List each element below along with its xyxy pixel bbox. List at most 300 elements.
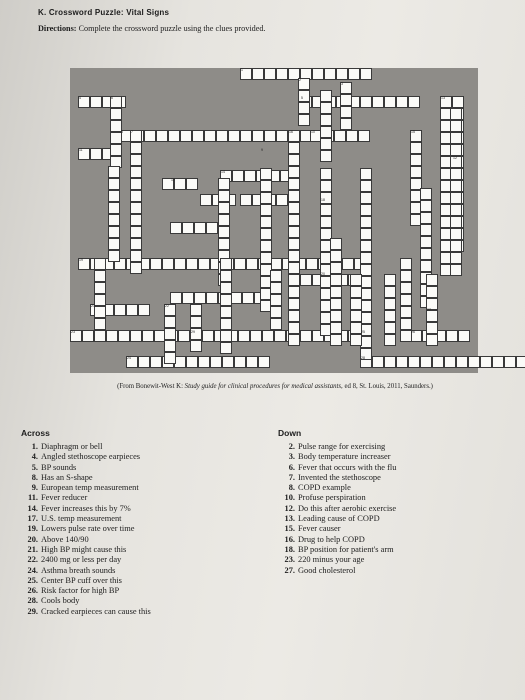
grid-cell[interactable] [234,258,246,270]
grid-cell[interactable] [320,216,332,228]
grid-cell[interactable] [340,106,352,118]
grid-cell[interactable] [162,258,174,270]
grid-cell[interactable] [320,90,332,102]
grid-cell[interactable] [360,192,372,204]
down-clue-list [278,442,498,576]
grid-cell[interactable] [384,286,396,298]
grid-cell[interactable] [108,178,120,190]
clue-text: Center BP cuff over this [41,575,122,585]
grid-cell[interactable] [384,310,396,322]
grid-cell[interactable] [450,132,462,144]
grid-cell[interactable] [348,68,360,80]
grid-cell[interactable] [260,240,272,252]
grid-cell[interactable] [270,282,282,294]
grid-cell[interactable] [288,190,300,202]
grid-cell[interactable] [270,270,282,282]
grid-clue-number: 20 [321,272,325,276]
grid-cell[interactable] [420,188,432,200]
grid-cell[interactable] [264,130,276,142]
grid-cell[interactable] [410,166,422,178]
grid-cell[interactable] [504,356,516,368]
across-clue [21,545,271,555]
clue-number: 22. [27,555,38,565]
grid-cell[interactable] [220,306,232,318]
grid-cell[interactable] [330,286,342,298]
grid-cell[interactable] [150,356,162,368]
grid-cell[interactable] [396,96,408,108]
grid-cell[interactable] [384,322,396,334]
clue-text: Angled stethoscope earpieces [41,452,141,462]
grid-cell[interactable] [130,250,142,262]
grid-cell[interactable] [420,248,432,260]
grid-cell[interactable] [396,356,408,368]
across-clue [21,524,271,534]
across-clue [21,586,271,596]
grid-cell[interactable] [276,68,288,80]
grid-cell[interactable] [138,304,150,316]
grid-cell[interactable] [420,260,432,272]
grid-cell[interactable] [206,222,218,234]
grid-clue-number: 22 [165,304,169,308]
grid-cell[interactable] [108,202,120,214]
across-clue-list [21,442,271,617]
grid-clue-number: 27 [427,308,431,312]
grid-cell[interactable] [400,270,412,282]
grid-cell[interactable] [108,190,120,202]
grid-cell[interactable] [94,258,106,270]
grid-cell[interactable] [420,236,432,248]
grid-cell[interactable] [260,180,272,192]
clue-number: 18. [284,544,295,554]
clue-number: 10. [284,493,295,503]
grid-cell[interactable] [288,286,300,298]
grid-cell[interactable] [190,340,202,352]
grid-clue-number: 18 [321,198,325,202]
clue-number: 13. [284,514,295,524]
grid-cell[interactable] [408,96,420,108]
grid-cell[interactable] [110,108,122,120]
grid-cell[interactable] [298,102,310,114]
grid-cell[interactable] [384,298,396,310]
grid-cell[interactable] [130,166,142,178]
grid-cell[interactable] [288,334,300,346]
clue-number: 16. [284,534,295,544]
grid-cell[interactable] [90,96,102,108]
grid-cell[interactable] [118,330,130,342]
grid-cell[interactable] [106,330,118,342]
grid-cell[interactable] [450,252,462,264]
grid-cell[interactable] [130,154,142,166]
grid-cell[interactable] [250,330,262,342]
grid-cell[interactable] [324,68,336,80]
across-clue [21,463,271,473]
grid-cell[interactable] [360,180,372,192]
across-clue [21,442,271,452]
grid-cell[interactable] [240,130,252,142]
grid-cell[interactable] [360,168,372,180]
grid-cell[interactable] [210,356,222,368]
grid-cell[interactable] [178,330,190,342]
across-clue [21,596,271,606]
grid-cell[interactable] [164,352,176,364]
grid-cell[interactable] [130,202,142,214]
grid-cell[interactable] [456,356,468,368]
grid-cell[interactable] [276,194,288,206]
grid-cell[interactable] [360,240,372,252]
grid-cell[interactable] [450,264,462,276]
grid-cell[interactable] [274,330,286,342]
grid-cell[interactable] [426,322,438,334]
grid-cell[interactable] [220,342,232,354]
grid-cell[interactable] [400,318,412,330]
grid-cell[interactable] [480,356,492,368]
grid-cell[interactable] [426,274,438,286]
grid-cell[interactable] [346,130,358,142]
grid-cell[interactable] [306,258,318,270]
across-clue [21,504,271,514]
grid-cell[interactable] [408,356,420,368]
grid-cell[interactable] [400,282,412,294]
grid-cell[interactable] [270,318,282,330]
grid-cell[interactable] [270,294,282,306]
grid-cell[interactable] [126,304,138,316]
grid-cell[interactable] [276,130,288,142]
grid-cell[interactable] [94,318,106,330]
grid-cell[interactable] [384,334,396,346]
clue-number: 26. [27,586,38,596]
grid-cell[interactable] [516,356,525,368]
grid-cell[interactable] [258,356,270,368]
grid-clue-number: 6 [111,96,113,100]
grid-cell[interactable] [138,356,150,368]
grid-cell[interactable] [384,96,396,108]
grid-clue-number: 17 [171,178,175,182]
grid-cell[interactable] [330,298,342,310]
grid-cell[interactable] [450,192,462,204]
grid-cell[interactable] [300,330,312,342]
grid-cell[interactable] [220,282,232,294]
grid-cell[interactable] [220,330,232,342]
grid-cell[interactable] [222,356,234,368]
grid-clue-number: 13 [441,96,445,100]
grid-cell[interactable] [360,252,372,264]
grid-cell[interactable] [198,258,210,270]
grid-cell[interactable] [168,130,180,142]
directions [38,24,265,33]
grid-cell[interactable] [320,102,332,114]
grid-cell[interactable] [182,222,194,234]
grid-cell[interactable] [108,250,120,262]
grid-cell[interactable] [288,322,300,334]
grid-cell[interactable] [320,114,332,126]
grid-cell[interactable] [130,190,142,202]
grid-cell[interactable] [220,270,232,282]
clue-number: 1. [31,442,38,451]
grid-cell[interactable] [360,96,372,108]
grid-cell[interactable] [330,274,342,286]
clue-number: 11. [27,493,38,503]
grid-cell[interactable] [452,96,464,108]
grid-cell[interactable] [288,202,300,214]
grid-cell[interactable] [360,216,372,228]
grid-cell[interactable] [204,130,216,142]
grid-cell[interactable] [244,170,256,182]
grid-cell[interactable] [130,142,142,154]
grid-cell[interactable] [260,204,272,216]
grid-cell[interactable] [130,262,142,274]
grid-cell[interactable] [400,258,412,270]
grid-cell[interactable] [242,292,254,304]
grid-cell[interactable] [450,240,462,252]
grid-cell[interactable] [330,250,342,262]
grid-cell[interactable] [350,274,362,286]
grid-cell[interactable] [320,204,332,216]
grid-cell[interactable] [400,294,412,306]
grid-cell[interactable] [82,330,94,342]
grid-cell[interactable] [270,306,282,318]
source-book-title: Study guide for clinical procedures for medical assistants, [184,383,343,390]
grid-cell[interactable] [350,310,362,322]
grid-clue-number: 23 [71,330,75,334]
grid-cell[interactable] [450,108,462,120]
grid-cell[interactable] [260,168,272,180]
grid-cell[interactable] [252,68,264,80]
grid-cell[interactable] [260,252,272,264]
grid-cell[interactable] [220,318,232,330]
grid-cell[interactable] [186,178,198,190]
directions-text: Complete the crossword puzzle using the clues provided. [78,24,266,33]
grid-cell[interactable] [186,258,198,270]
grid-cell[interactable] [94,306,106,318]
grid-cell[interactable] [108,166,120,178]
grid-cell[interactable] [444,356,456,368]
grid-cell[interactable] [218,238,230,250]
clue-text: Above 140/90 [41,534,89,544]
grid-cell[interactable] [190,316,202,328]
grid-cell[interactable] [130,330,142,342]
grid-cell[interactable] [130,214,142,226]
grid-cell[interactable] [288,178,300,190]
grid-cell[interactable] [218,214,230,226]
grid-cell[interactable] [110,144,122,156]
grid-cell[interactable] [216,130,228,142]
grid-cell[interactable] [358,130,370,142]
clue-number: 12. [284,503,295,513]
grid-cell[interactable] [220,258,232,270]
grid-cell[interactable] [410,154,422,166]
grid-cell[interactable] [342,258,354,270]
down-heading: Down [278,428,302,438]
down-clue [278,442,498,452]
across-clue [21,535,271,545]
grid-cell[interactable] [238,330,250,342]
grid-cell[interactable] [202,330,214,342]
grid-clue-number: 28 [361,356,365,360]
grid-cell[interactable] [420,356,432,368]
grid-cell[interactable] [450,120,462,132]
grid-cell[interactable] [288,298,300,310]
grid-cell[interactable] [288,166,300,178]
grid-cell[interactable] [288,238,300,250]
grid-cell[interactable] [288,214,300,226]
grid-cell[interactable] [426,286,438,298]
grid-cell[interactable] [164,328,176,340]
grid-cell[interactable] [426,334,438,346]
grid-cell[interactable] [218,226,230,238]
grid-cell[interactable] [384,274,396,286]
grid-cell[interactable] [186,356,198,368]
grid-cell[interactable] [252,130,264,142]
grid-cell[interactable] [450,144,462,156]
grid-cell[interactable] [298,114,310,126]
grid-cell[interactable] [350,298,362,310]
grid-cell[interactable] [288,262,300,274]
grid-cell[interactable] [420,212,432,224]
grid-cell[interactable] [192,130,204,142]
grid-cell[interactable] [288,310,300,322]
grid-cell[interactable] [288,274,300,286]
grid-cell[interactable] [320,168,332,180]
grid-clue-number: 25 [361,330,365,334]
grid-cell[interactable] [400,306,412,318]
clue-text: Lowers pulse rate over time [41,524,135,534]
grid-cell[interactable] [260,216,272,228]
grid-cell[interactable] [330,262,342,274]
grid-cell[interactable] [450,168,462,180]
grid-cell[interactable] [372,356,384,368]
grid-cell[interactable] [130,226,142,238]
grid-cell[interactable] [174,258,186,270]
grid-cell[interactable] [164,316,176,328]
grid-cell[interactable] [360,68,372,80]
grid-cell[interactable] [450,216,462,228]
grid-cell[interactable] [320,180,332,192]
grid-cell[interactable] [218,202,230,214]
grid-cell[interactable] [330,322,342,334]
grid-cell[interactable] [330,238,342,250]
grid-cell[interactable] [246,258,258,270]
grid-cell[interactable] [108,238,120,250]
grid-cell[interactable] [114,304,126,316]
clue-number: 2. [288,442,295,451]
down-clue [278,514,498,524]
grid-cell[interactable] [312,68,324,80]
grid-cell[interactable] [288,250,300,262]
grid-cell[interactable] [320,138,332,150]
grid-cell[interactable] [410,142,422,154]
grid-cell[interactable] [492,356,504,368]
grid-cell[interactable] [320,126,332,138]
grid-cell[interactable] [234,356,246,368]
grid-cell[interactable] [174,178,186,190]
grid-cell[interactable] [262,330,274,342]
grid-cell[interactable] [288,226,300,238]
grid-cell[interactable] [130,238,142,250]
grid-cell[interactable] [420,200,432,212]
grid-cell[interactable] [218,190,230,202]
grid-cell[interactable] [260,228,272,240]
grid-cell[interactable] [150,258,162,270]
grid-cell[interactable] [320,150,332,162]
grid-cell[interactable] [446,330,458,342]
grid-cell[interactable] [194,292,206,304]
grid-cell[interactable] [298,90,310,102]
grid-cell[interactable] [340,94,352,106]
grid-cell[interactable] [232,170,244,182]
grid-cell[interactable] [182,292,194,304]
grid-cell[interactable] [228,130,240,142]
grid-cell[interactable] [94,330,106,342]
grid-cell[interactable] [130,178,142,190]
grid-cell[interactable] [350,286,362,298]
grid-cell[interactable] [334,130,346,142]
grid-cell[interactable] [246,356,258,368]
across-clue [21,493,271,503]
grid-cell[interactable] [108,214,120,226]
grid-cell[interactable] [372,96,384,108]
grid-cell[interactable] [432,356,444,368]
down-clue [278,504,498,514]
grid-cell[interactable] [288,154,300,166]
grid-cell[interactable] [350,334,362,346]
grid-cell[interactable] [220,294,232,306]
grid-cell[interactable] [170,292,182,304]
grid-cell[interactable] [468,356,480,368]
grid-cell[interactable] [240,194,252,206]
grid-clue-number: 10 [311,130,315,134]
grid-cell[interactable] [190,304,202,316]
down-clue [278,483,498,493]
clue-text: 220 minus your age [298,555,365,565]
grid-cell[interactable] [170,222,182,234]
clue-text: Invented the stethoscope [298,472,381,482]
grid-cell[interactable] [94,294,106,306]
grid-cell[interactable] [218,178,230,190]
grid-cell[interactable] [340,118,352,130]
grid-cell[interactable] [194,222,206,234]
clue-text: Body temperature increaser [298,452,391,462]
grid-cell[interactable] [420,224,432,236]
grid-cell[interactable] [288,142,300,154]
grid-cell[interactable] [206,292,218,304]
grid-cell[interactable] [264,68,276,80]
grid-cell[interactable] [336,68,348,80]
grid-cell[interactable] [144,130,156,142]
grid-cell[interactable] [108,226,120,238]
grid-cell[interactable] [450,228,462,240]
grid-cell[interactable] [156,130,168,142]
grid-cell[interactable] [94,270,106,282]
grid-cell[interactable] [458,330,470,342]
grid-cell[interactable] [90,148,102,160]
grid-cell[interactable] [94,282,106,294]
grid-cell[interactable] [180,130,192,142]
grid-cell[interactable] [450,180,462,192]
grid-cell[interactable] [200,194,212,206]
grid-cell[interactable] [300,274,312,286]
grid-cell[interactable] [142,330,154,342]
grid-cell[interactable] [450,204,462,216]
grid-clue-number: 12 [453,156,457,160]
grid-cell[interactable] [330,310,342,322]
grid-cell[interactable] [198,356,210,368]
grid-cell[interactable] [330,334,342,346]
grid-cell[interactable] [260,192,272,204]
grid-cell[interactable] [360,204,372,216]
grid-cell[interactable] [360,228,372,240]
grid-cell[interactable] [164,340,176,352]
grid-cell[interactable] [384,356,396,368]
